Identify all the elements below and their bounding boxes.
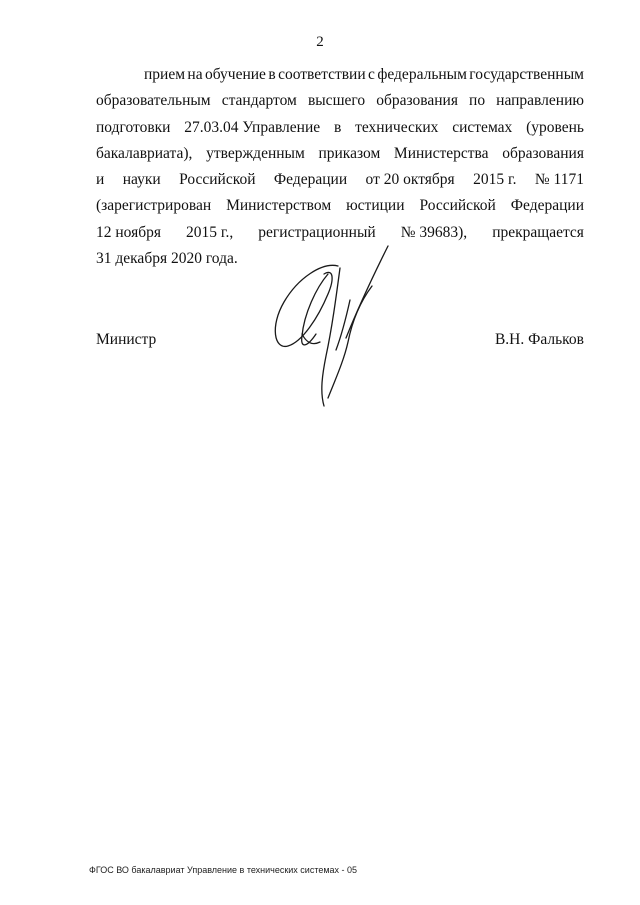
word: по bbox=[469, 92, 486, 110]
word: № 1171 bbox=[534, 171, 584, 189]
word: № 39683), bbox=[400, 223, 468, 241]
word: образовательным bbox=[96, 92, 211, 110]
word: государственным bbox=[469, 66, 584, 83]
word: в bbox=[268, 66, 276, 83]
signature-block bbox=[96, 331, 584, 349]
word: Министерством bbox=[226, 197, 332, 215]
word: Российской bbox=[419, 197, 496, 215]
word: бакалавриата), bbox=[96, 144, 193, 162]
word: на bbox=[187, 66, 203, 83]
signatory-position: Министр bbox=[96, 331, 157, 348]
word: и bbox=[96, 171, 105, 189]
word: утвержденным bbox=[206, 144, 305, 162]
word: соответствии bbox=[278, 66, 366, 83]
word: системах bbox=[452, 118, 513, 136]
word: технических bbox=[355, 118, 439, 136]
word: 2015 г., bbox=[186, 223, 234, 241]
word: Федерации bbox=[273, 171, 348, 189]
word: образования bbox=[376, 92, 458, 110]
word: в bbox=[333, 118, 342, 136]
word: Российской bbox=[179, 171, 256, 189]
word: от 20 октября bbox=[365, 171, 455, 189]
word: (зарегистрирован bbox=[96, 197, 212, 215]
page-number: 2 bbox=[316, 34, 324, 50]
text-line-6 bbox=[96, 193, 584, 219]
word: приказом bbox=[318, 144, 381, 162]
word: федеральным bbox=[377, 66, 467, 83]
word: Федерации bbox=[510, 197, 584, 215]
word: обучение bbox=[205, 66, 266, 83]
word: с bbox=[368, 66, 375, 83]
word: Министерства bbox=[393, 144, 489, 162]
word: 27.03.04 Управление bbox=[184, 118, 321, 136]
word: 12 ноября bbox=[96, 223, 162, 241]
page-footer: ФГОС ВО бакалавриат Управление в технических системах - 05 bbox=[89, 865, 358, 875]
text-line-1 bbox=[96, 62, 584, 88]
text-line-3 bbox=[96, 115, 584, 141]
text-line-4 bbox=[96, 141, 584, 167]
word: (уровень bbox=[526, 118, 584, 136]
word: высшего bbox=[307, 92, 366, 110]
word: науки bbox=[122, 171, 161, 189]
handwritten-signature bbox=[262, 238, 402, 418]
word: прекращается bbox=[492, 223, 584, 241]
word: юстиции bbox=[346, 197, 405, 215]
word: направлению bbox=[496, 92, 584, 110]
signatory-name: В.Н. Фальков bbox=[494, 331, 584, 348]
text-line-2 bbox=[96, 88, 584, 114]
word: 2015 г. bbox=[473, 171, 517, 189]
word: стандартом bbox=[221, 92, 297, 110]
word: 31 декабря 2020 года. bbox=[96, 250, 238, 268]
word: регистрационный bbox=[258, 223, 376, 241]
word: прием bbox=[144, 66, 186, 83]
word: образования bbox=[502, 144, 584, 162]
text-line-5 bbox=[96, 167, 584, 193]
word: подготовки bbox=[96, 118, 171, 136]
